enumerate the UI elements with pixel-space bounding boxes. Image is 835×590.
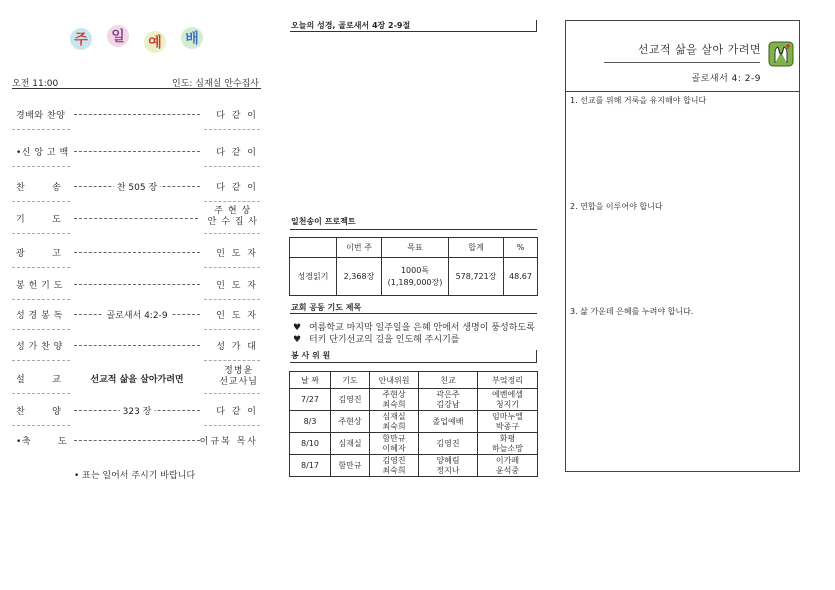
table-cell: 김영진 최숙희 (370, 455, 419, 477)
order-item-name: 찬 양 (16, 407, 62, 417)
table-cell: 함만규 이혜자 (370, 433, 419, 455)
header-rule (12, 88, 261, 89)
table-row (290, 433, 538, 455)
order-item-person: 성 가 대 (216, 342, 258, 352)
table-cell: 주현상 (331, 411, 370, 433)
row-separator (12, 233, 70, 234)
order-item-detail: 찬 505 장 (114, 180, 160, 193)
order-item-name: 성 가 찬 양 (16, 342, 63, 352)
table-row (290, 411, 538, 433)
service-table-body (290, 389, 538, 477)
leader-dots (74, 284, 200, 285)
order-row (12, 206, 262, 227)
order-item-name: •축 도 (16, 437, 68, 447)
project-header-total: 합계 (449, 238, 504, 258)
project-cell-percent: 48.67 (504, 258, 538, 296)
table-cell: 주현상 최숙희 (370, 389, 419, 411)
leader-dots (74, 345, 200, 346)
order-row (12, 108, 262, 122)
table-cell: 심재실 최숙희 (370, 411, 419, 433)
table-cell: 이가페 윤석중 (478, 455, 538, 477)
prayer-title: 교회 공동 기도 제목 (291, 303, 362, 312)
project-cell-goal: 1000독 (1,189,000장) (382, 258, 449, 296)
service-header-fellowship: 친교 (419, 372, 478, 389)
order-row (12, 145, 262, 159)
table-cell: 양혜림 정지나 (419, 455, 478, 477)
service-header-prayer: 기도 (331, 372, 370, 389)
title-char-2: 일 (107, 25, 129, 47)
table-cell: 곽은주 김강남 (419, 389, 478, 411)
order-item-person: 주 현 상 안 수 집 사 (207, 206, 258, 227)
leader-dots (74, 151, 200, 152)
order-row (12, 434, 262, 448)
leader-dots (74, 114, 200, 115)
project-table (289, 237, 538, 296)
service-leader: 인도: 심재실 안수집사 (172, 79, 260, 89)
order-item-name: 성 경 봉 독 (16, 311, 63, 321)
sermon-point-1: 1. 선교를 위해 거룩을 유지해야 합니다 (570, 96, 707, 105)
table-cell: 김영진 (419, 433, 478, 455)
reading-rule (290, 31, 537, 32)
order-item-person: 인 도 자 (216, 249, 258, 259)
order-item-name: 설 교 (16, 375, 62, 385)
sermon-title: 선교적 삶을 살아 가려면 (637, 43, 761, 56)
table-cell: 8/17 (290, 455, 331, 477)
order-item-person: 다 같 이 (216, 183, 258, 193)
row-separator (204, 201, 260, 202)
table-row (290, 455, 538, 477)
service-rule-end (536, 350, 537, 363)
row-separator (12, 129, 70, 130)
table-cell: 임마누엘 박종구 (478, 411, 538, 433)
title-char-1: 주 (70, 28, 92, 50)
row-separator (12, 299, 70, 300)
order-row (12, 366, 262, 387)
sermon-point-3: 3. 삶 가운데 은혜를 누려야 합니다. (570, 307, 694, 316)
project-cell-label: 성경읽기 (290, 258, 337, 296)
service-rule (290, 362, 537, 363)
service-time: 오전 11:00 (12, 79, 59, 89)
row-separator (204, 299, 260, 300)
sermon-notes-box (565, 20, 800, 472)
order-item-person: 다 같 이 (216, 148, 258, 158)
order-row (12, 404, 262, 418)
service-table (289, 371, 538, 477)
order-row (12, 246, 262, 260)
prayer-item-2 (293, 332, 460, 345)
order-item-person: 정병윤 선교사님 (219, 366, 258, 387)
row-separator (12, 425, 70, 426)
project-header-goal: 목표 (382, 238, 449, 258)
order-item-person: 다 같 이 (216, 407, 258, 417)
order-item-detail: 323 장 (120, 404, 155, 417)
row-separator (204, 425, 260, 426)
table-cell: 8/3 (290, 411, 331, 433)
order-item-name: 봉 헌 기 도 (16, 281, 63, 291)
project-cell-week: 2,368장 (337, 258, 382, 296)
praying-hands-icon (768, 41, 794, 67)
title-char-3: 예 (144, 31, 166, 53)
table-cell: 심재실 (331, 433, 370, 455)
footnote: • 표는 일어서 주시기 바랍니다 (74, 471, 196, 481)
project-header-percent: % (504, 238, 538, 258)
leader-dots (74, 218, 198, 219)
row-separator (12, 267, 70, 268)
table-cell: 함만규 (331, 455, 370, 477)
row-separator (204, 393, 260, 394)
row-separator (204, 267, 260, 268)
row-separator (12, 360, 70, 361)
heart-icon: ♥ (293, 335, 302, 345)
row-separator (204, 329, 260, 330)
row-separator (12, 201, 70, 202)
row-separator (12, 393, 70, 394)
project-header-blank (290, 238, 337, 258)
table-cell: 화평 하늘소망 (478, 433, 538, 455)
sermon-header (566, 21, 799, 92)
order-item-name: •신 앙 고 백 (16, 148, 69, 158)
project-title: 일천송이 프로젝트 (291, 217, 356, 226)
order-item-name: 광 고 (16, 249, 62, 259)
title-char-4: 배 (181, 27, 203, 49)
reading-title: 오늘의 성경, 골로새서 4장 2-9절 (291, 21, 411, 30)
table-cell: 김영진 (331, 389, 370, 411)
order-row (12, 308, 262, 322)
order-item-person: 인 도 자 (216, 281, 258, 291)
sermon-reference: 골로새서 4: 2-9 (691, 74, 761, 84)
project-rule (290, 229, 537, 230)
leader-dots (74, 252, 200, 253)
row-separator (204, 129, 260, 130)
project-header-week: 이번 주 (337, 238, 382, 258)
row-separator (204, 233, 260, 234)
order-row (12, 180, 262, 194)
order-item-detail: 골로새서 4:2-9 (103, 308, 170, 321)
order-row (12, 278, 262, 292)
heart-icon: ♥ (293, 323, 302, 333)
reading-rule-end (536, 20, 537, 32)
sermon-title-rule (604, 62, 760, 63)
order-row (12, 339, 262, 353)
prayer-text: 여름학교 마지막 일주일을 은혜 안에서 생명이 풍성하도록 (308, 323, 535, 333)
order-item-person: 이규복 목사 (199, 437, 258, 447)
order-item-name: 경배와 찬양 (16, 111, 66, 121)
service-title: 봉 사 위 원 (291, 351, 331, 360)
row-separator (12, 329, 70, 330)
table-cell: 졸업예배 (419, 411, 478, 433)
prayer-rule (290, 313, 537, 314)
service-header-date: 날 짜 (290, 372, 331, 389)
service-header-usher: 안내위원 (370, 372, 419, 389)
service-header-kitchen: 부엌정리 (478, 372, 538, 389)
row-separator (204, 360, 260, 361)
table-row (290, 389, 538, 411)
table-cell: 8/10 (290, 433, 331, 455)
order-item-person: 다 같 이 (216, 111, 258, 121)
sermon-point-2: 2. 연합을 이루어야 합니다 (570, 202, 663, 211)
project-cell-total: 578,721장 (449, 258, 504, 296)
order-item-detail: 선교적 삶을 살아가려면 (87, 372, 186, 385)
order-item-person: 인 도 자 (216, 311, 258, 321)
row-separator (12, 166, 70, 167)
leader-dots (74, 440, 200, 441)
table-cell: 7/27 (290, 389, 331, 411)
prayer-text: 터키 단기선교의 길을 인도해 주시기를 (308, 335, 460, 345)
row-separator (204, 166, 260, 167)
order-item-name: 찬 송 (16, 183, 62, 193)
table-cell: 에벤에셀 청지기 (478, 389, 538, 411)
order-item-name: 기 도 (16, 215, 62, 225)
